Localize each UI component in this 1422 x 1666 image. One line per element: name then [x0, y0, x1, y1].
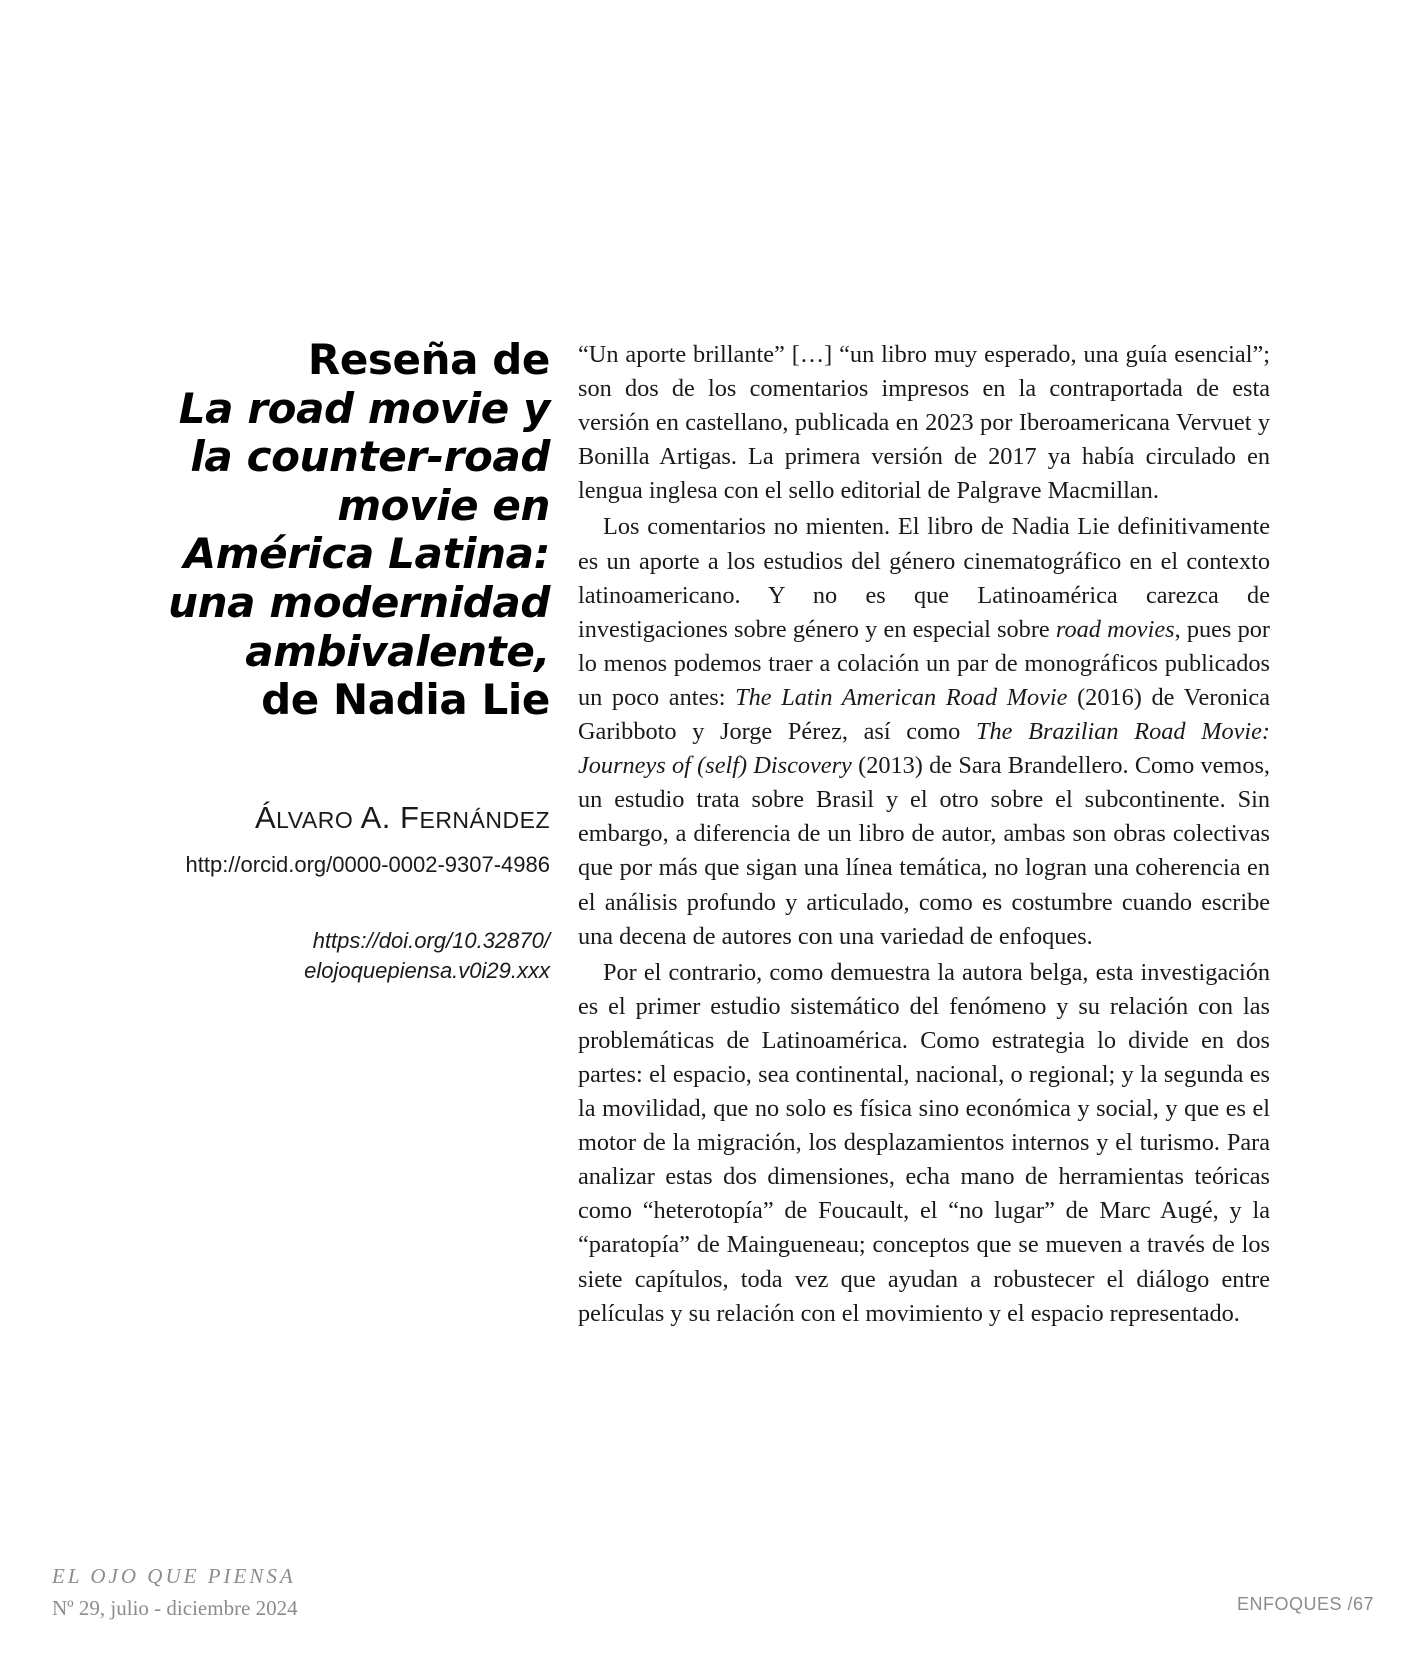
journal-issue: Nº 29, julio - diciembre 2024 — [52, 1596, 298, 1620]
p2-text-d: (2013) de Sara Brandellero. Como vemos, un estudio trata sobre Brasil y el otro sobre el subcontinente. Sin embargo, a diferencia de un libro de autor, ambas son obras colectivas que por más que sigan una línea temática, no logran una coherencia en el análisis profundo y articulado, como es costumbre cuando escribe una decena de autores con una variedad de enfoques. — [578, 752, 1271, 950]
article-title — [130, 336, 550, 725]
author-first-rest: LVARO — [276, 807, 354, 833]
author-last-rest: ERNÁNDEZ — [419, 807, 550, 833]
p2-text-b: , pues por lo menos podemos traer a colación un par de monográficos publicados un poco antes: — [578, 615, 1270, 711]
paragraph-2 — [578, 510, 1270, 953]
p2-text-a: Los comentarios no mienten. El libro de Nadia Lie definitivamente es un aporte a los estudios del género cinematográfico en el contexto latinoamericano. Y no es que Latinoamérica carezca de investigaciones sobre género y en especial sobre — [578, 513, 1270, 643]
doi-line: elojoquepiensa.v0i29.xxx — [304, 958, 550, 983]
p2-italic-book-title-2: The Brazilian Road Movie: Journeys of (self) Discovery — [578, 718, 1270, 780]
author-middle: A. — [360, 800, 391, 835]
doi-line: https://doi.org/10.32870/ — [312, 928, 550, 953]
title-line: de Nadia Lie — [261, 675, 550, 725]
title-line: La road movie y — [178, 383, 550, 433]
author-name — [255, 800, 550, 836]
author-initial-first: Á — [254, 800, 277, 835]
page-number: ENFOQUES /67 — [1236, 1594, 1374, 1614]
title-line: una modernidad — [168, 577, 550, 627]
journal-name: EL OJO QUE PIENSA — [52, 1564, 296, 1588]
title-line: América Latina: — [183, 529, 550, 579]
doi-link[interactable] — [304, 926, 550, 986]
p2-italic-road-movies: road movies — [1055, 615, 1175, 643]
article-body — [578, 338, 1270, 1331]
title-line: movie en — [337, 480, 550, 530]
p2-text-c: (2016) de Veronica Garibboto y Jorge Pérez, así como — [578, 683, 1270, 746]
author-initial-last: F — [400, 800, 420, 835]
paragraph-1: “Un aporte brillante” […] “un libro muy esperado, una guía esencial”; son dos de los comentarios impresos en la contraportada de esta versión en castellano, publicada en 2023 por Iberoamericana Vervuet y Bonilla Artigas. La primera versión de 2017 ya había circulado en lengua inglesa con el sello editorial de Palgrave Macmillan. — [578, 341, 1270, 505]
orcid-link[interactable]: http://orcid.org/0000-0002-9307-4986 — [185, 852, 550, 877]
title-line: ambivalente, — [245, 626, 550, 676]
title-line: la counter-road — [190, 432, 550, 482]
title-line: Reseña de — [307, 335, 550, 384]
p2-italic-book-title-1: The Latin American Road Movie — [735, 683, 1068, 711]
paragraph-3: Por el contrario, como demuestra la autora belga, esta investigación es el primer estudio sistemático del fenómeno y su relación con las problemáticas de Latinoamérica. Como estrategia lo divide en dos partes: el espacio, sea continental, nacional, o regional; y la segunda es la movilidad, que no solo es física sino económica y social, y que es el motor de la migración, los desplazamientos internos y el turismo. Para analizar estas dos dimensiones, echa mano de herramientas teóricas como “heterotopía” de Foucault, el “no lugar” de Marc Augé, y la “paratopía” de Maingueneau; conceptos que se mueven a través de los siete capítulos, toda vez que ayudan a robustecer el diálogo entre películas y su relación con el movimiento y el espacio representado. — [578, 958, 1270, 1327]
